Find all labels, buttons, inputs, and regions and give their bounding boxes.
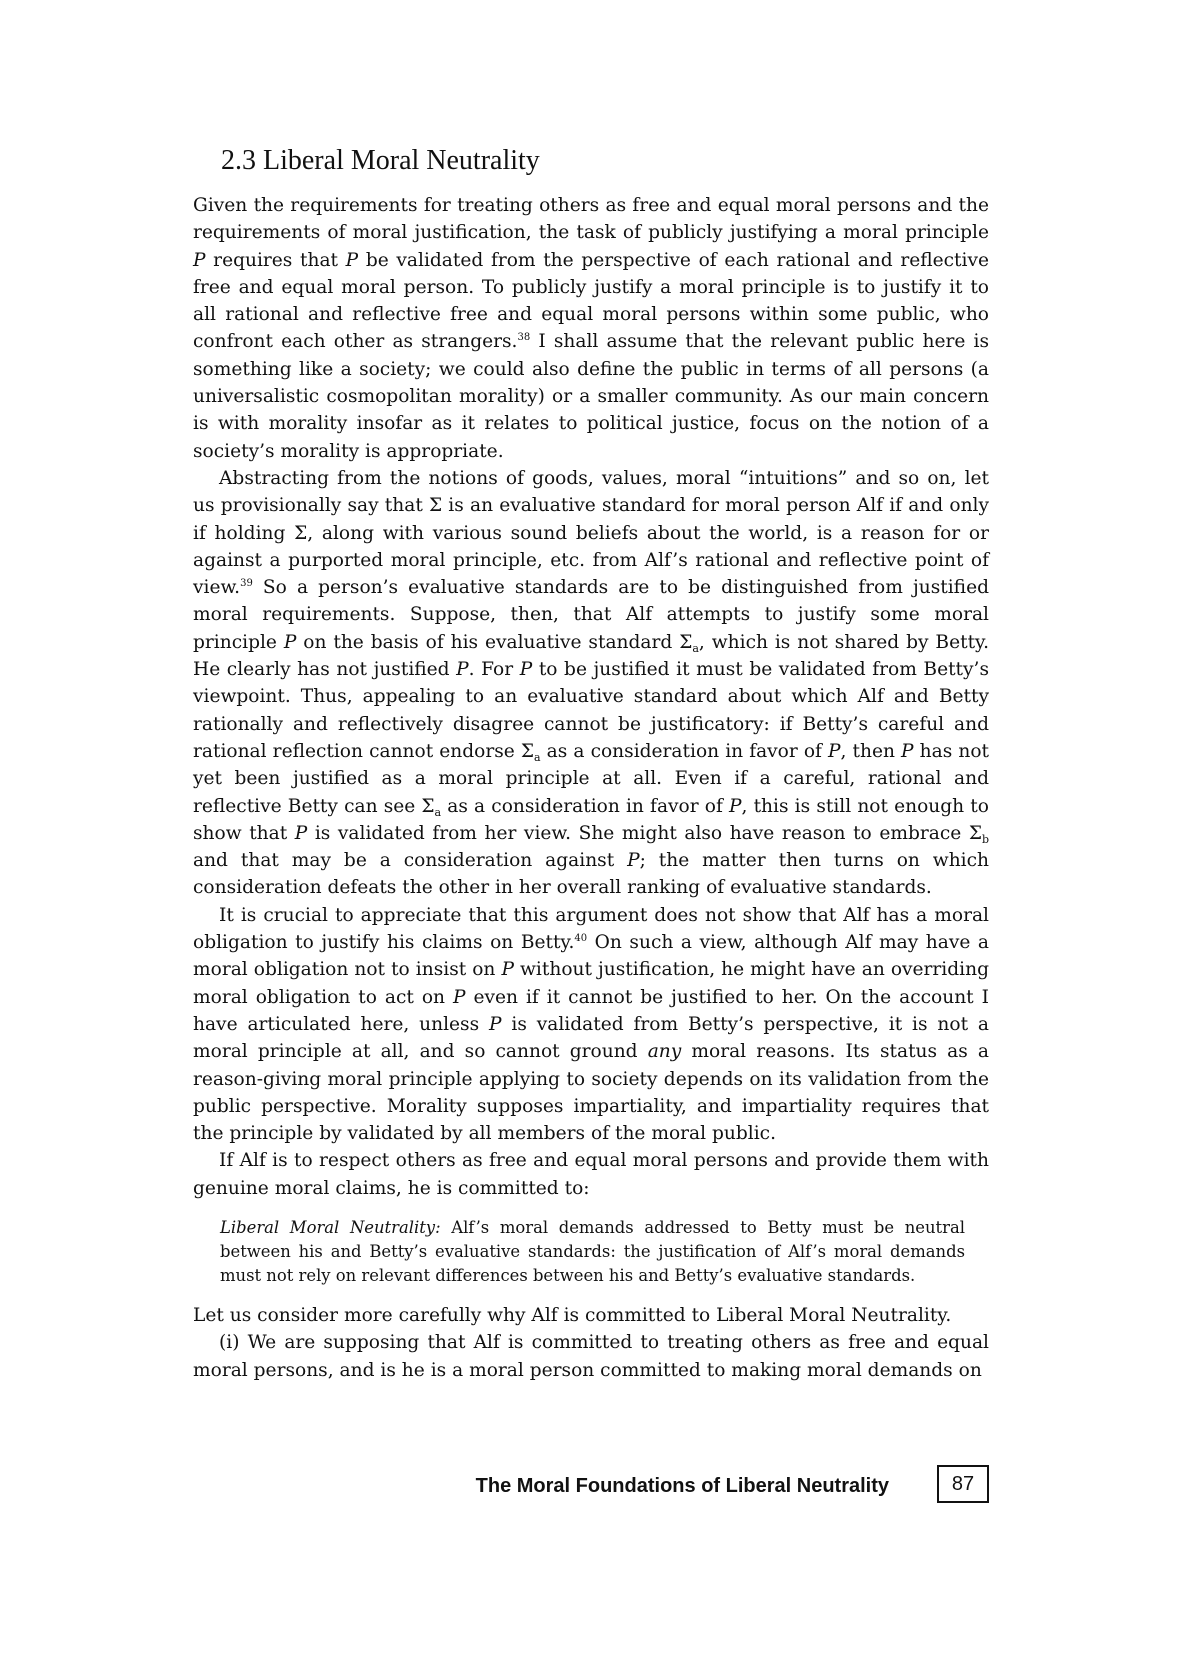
variable-p: P [627, 850, 640, 872]
variable-p: P [456, 659, 469, 681]
page-body [193, 145, 989, 1384]
variable-p: P [501, 959, 514, 981]
page-number: 87 [937, 1465, 989, 1503]
variable-p: P [193, 249, 206, 271]
variable-p: P [294, 822, 308, 844]
emphasis: any [647, 1041, 682, 1063]
variable-p: P [519, 659, 533, 681]
variable-p: P [489, 1013, 502, 1035]
variable-p: P [729, 795, 742, 817]
variable-p: P [901, 740, 914, 762]
paragraph-5: Let us consider more carefully why Alf is committed to Liberal Moral Neutrality. [193, 1304, 952, 1326]
subscript: a [692, 641, 699, 655]
footnote-ref-40[interactable]: 40 [574, 933, 588, 945]
definition-text: Alf’s moral demands addressed to Betty must be neutral between his and Betty’s evaluative standards: the justification of Alf’s moral demands must not rely on relevant differences between his and Betty’s evaluative standards. [220, 1217, 965, 1285]
paragraph-3: It is crucial to appreciate that this argument does not show that Alf has a moral obligation to justify his claims on Betty.$^{40}$ On such a view, although Alf may have a moral obligation not to insist on P without justification, he might have an overriding moral obligation to act on P even if it cannot be justified to her. On the account I have articulated here, unless P is validated from Betty’s perspective, it is not a moral principle at all, and so cannot ground any moral reasons. Its status as a reason-giving moral principle applying to society depends on its validation from the public perspective. Morality supposes impartiality, and impartiality requires that the principle by validated by all members of the moral public. [193, 904, 989, 1145]
running-footer-title: The Moral Foundations of Liberal Neutrality [475, 1475, 889, 1497]
page-footer [193, 1465, 989, 1507]
paragraph-2: Abstracting from the notions of goods, values, moral “intuitions” and so on, let us provisionally say that Σ is an evaluative standard for moral person Alf if and only if holding Σ, along with various sound beliefs about the world, is a reason for or against a purported moral principle, etc. from Alf’s rational and reflective point of view.$^{39}$ So a person’s evaluative standards are to be distinguished from justified moral requirements. Suppose, then, that Alf attempts to justify some moral principle P on the basis of his evaluative standard $\Sigma_a$, which is not shared by Betty. He clearly has not justified P. For P to be justified it must be validated from Betty’s viewpoint. Thus, appealing to an evaluative standard about which Alf and Betty rationally and reflectively disagree cannot be justificatory: if Betty’s careful and rational reflection cannot endorse $\Sigma_a$ as a consideration in favor of P, then P has not yet been justified as a moral principle at all. Even if a careful, rational and reflective Betty can see $\Sigma_a$ as a consideration in favor of P, this is still not enough to show that P is validated from her view. She might also have reason to embrace $\Sigma_b$ and that may be a consideration against P; the matter then turns on which consideration defeats the other in her overall ranking of evaluative standards. [193, 467, 990, 899]
paragraph-1: Given the requirements for treating others as free and equal moral persons and the requirements of moral justification, the task of publicly justifying a moral principle P requires that P be validated from the perspective of each rational and reflective free and equal moral person. To publicly justify a moral principle is to justify it to all rational and reflective free and equal moral persons within some public, who confront each other as strangers.$^{38}$ I shall assume that the relevant public here is something like a society; we could also define the public in terms of all persons (a universalistic cosmopolitan morality) or a smaller community. As our main concern is with morality insofar as it relates to political justice, focus on the notion of a society’s morality is appropriate. [193, 195, 989, 462]
subscript: a [534, 750, 541, 764]
variable-p: P [453, 986, 466, 1008]
paragraph-6: (i) We are supposing that Alf is committed to treating others as free and equal moral persons, and is he is a moral person committed to making moral demands on [193, 1332, 989, 1381]
variable-p: P [345, 249, 359, 271]
footnote-ref-38[interactable]: 38 [517, 332, 531, 344]
footnote-ref-39[interactable]: 39 [240, 578, 253, 590]
variable-p: P [283, 631, 297, 653]
definition-block [220, 1216, 965, 1288]
paragraph-4: If Alf is to respect others as free and equal moral persons and provide them with genuine moral claims, he is committed to: [193, 1150, 989, 1199]
definition-label: Liberal Moral Neutrality: [220, 1217, 441, 1237]
subscript: a [434, 805, 442, 819]
variable-p: P [828, 740, 841, 762]
section-heading: 2.3 Liberal Moral Neutrality [221, 145, 540, 176]
subscript: b [981, 832, 990, 846]
